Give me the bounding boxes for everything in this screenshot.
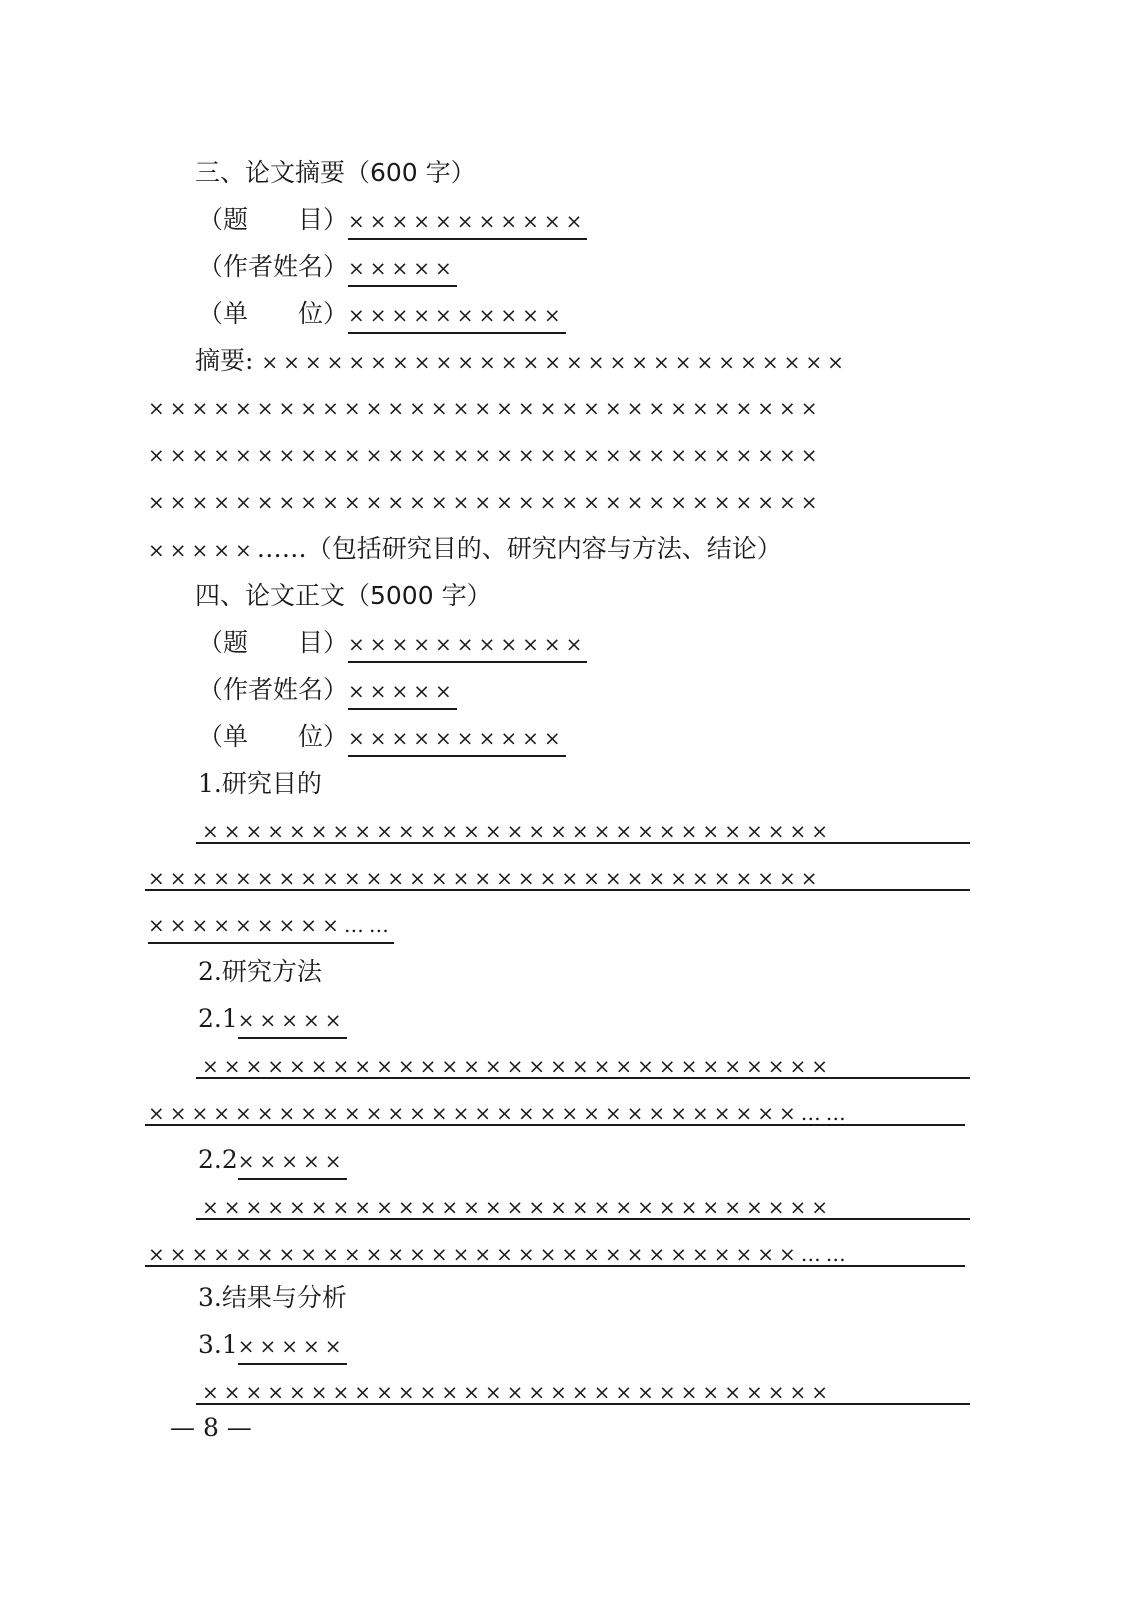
- m21-underline-1: [196, 1077, 970, 1079]
- s3-title-row: [198, 205, 587, 240]
- s3-unit-value: ××××××××××: [348, 300, 566, 334]
- abstract-line-3: ×××××××××××××××××××××××××××××××: [148, 443, 823, 467]
- m22-underline-1: [196, 1218, 970, 1220]
- purpose-line-2: ×××××××××××××××××××××××××××××××: [148, 866, 823, 890]
- purpose-line-1: ×××××××××××××××××××××××××××××: [202, 819, 833, 843]
- m21-line-2: ××××××××××××××××××××××××××××××……: [148, 1101, 851, 1125]
- m21-label: 2.1: [198, 1004, 238, 1033]
- m22-line-2: ××××××××××××××××××××××××××××××……: [148, 1242, 851, 1266]
- abstract-last-text: ……（包括研究目的、研究内容与方法、结论）: [256, 534, 782, 563]
- s4-author-label: （作者姓名）: [198, 675, 349, 704]
- s3-author-value: ×××××: [348, 253, 457, 287]
- s3-unit-label: （单 位）: [198, 299, 349, 328]
- abstract-line-1: [195, 346, 849, 377]
- m22-value: ×××××: [238, 1146, 347, 1180]
- abstract-label: 摘要:: [195, 346, 254, 375]
- purpose-line-3: [148, 910, 394, 944]
- m21-underline-2: [145, 1124, 965, 1126]
- section4-heading: 四、论文正文（5000 字）: [195, 581, 492, 610]
- s3-author-row: [198, 252, 457, 287]
- r31-value: ×××××: [238, 1331, 347, 1365]
- m21-value: ×××××: [238, 1005, 347, 1039]
- m22-row: [198, 1145, 347, 1180]
- purpose-underline-2: [145, 889, 970, 891]
- abstract-line-5: [148, 534, 782, 565]
- m21-row: [198, 1004, 347, 1039]
- result-heading: 3.结果与分析: [198, 1283, 347, 1312]
- abstract-last-x: ×××××: [148, 538, 257, 562]
- s4-title-value: ×××××××××××: [348, 629, 587, 663]
- r31-underline-1: [196, 1403, 970, 1405]
- s3-unit-row: [198, 299, 566, 334]
- s4-author-row: [198, 675, 457, 710]
- m21-line-1: ×××××××××××××××××××××××××××××: [202, 1054, 833, 1078]
- m22-underline-2: [145, 1265, 965, 1267]
- s4-unit-row: [198, 722, 566, 757]
- r31-row: [198, 1330, 347, 1365]
- abstract-text-1: ×××××××××××××××××××××××××××: [261, 350, 849, 374]
- s3-author-label: （作者姓名）: [198, 252, 349, 281]
- r31-label: 3.1: [198, 1330, 238, 1359]
- s3-title-label: （题 目）: [198, 205, 349, 234]
- s4-unit-value: ××××××××××: [348, 723, 566, 757]
- m22-label: 2.2: [198, 1145, 238, 1174]
- s4-title-row: [198, 628, 587, 663]
- purpose-underline-1: [196, 842, 970, 844]
- purpose-heading: 1.研究目的: [198, 769, 322, 798]
- s3-title-value: ×××××××××××: [348, 206, 587, 240]
- method-heading: 2.研究方法: [198, 957, 322, 986]
- abstract-line-2: ×××××××××××××××××××××××××××××××: [148, 396, 823, 420]
- s4-title-label: （题 目）: [198, 628, 349, 657]
- purpose-line-3-text: ×××××××××……: [148, 910, 394, 944]
- section3-heading: 三、论文摘要（600 字）: [195, 158, 476, 187]
- s4-author-value: ×××××: [348, 676, 457, 710]
- s4-unit-label: （单 位）: [198, 722, 349, 751]
- page-number: — 8 —: [170, 1413, 252, 1442]
- r31-line-1: ×××××××××××××××××××××××××××××: [202, 1380, 833, 1404]
- m22-line-1: ×××××××××××××××××××××××××××××: [202, 1195, 833, 1219]
- abstract-line-4: ×××××××××××××××××××××××××××××××: [148, 490, 823, 514]
